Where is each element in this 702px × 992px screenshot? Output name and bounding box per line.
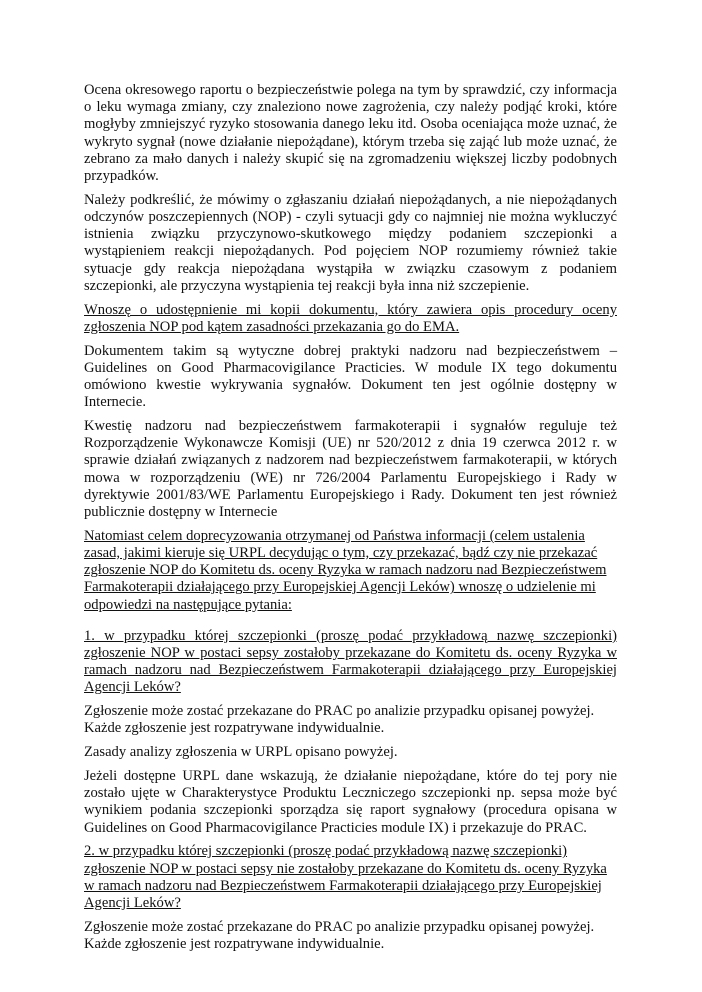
document-page [84,82,617,960]
paragraph-report-assessment: Ocena okresowego raportu o bezpieczeństwie polega na tym by sprawdzić, czy informacja o leku wymaga zmiany, czy znaleziono nowe zagrożenia, czy należy podjąć kroki, które mogłyby zmniejszyć ryzyko stosowania danego leku itd. Osoba oceniająca może uznać, że wykryto sygnał (nowe działanie niepożądane), którym trzeba się zająć lub może uznać, że zebrano za mało danych i należy skupić się na zgromadzeniu większej liczby podobnych przypadków. [84,82,617,185]
request-clarification: Natomiast celem doprecyzowania otrzymanej od Państwa informacji (celem ustalenia zasad, jakimi kieruje się URPL decydując o tym, czy przekazać, bądź czy nie przekazać zgłoszenie NOP do Komitetu ds. oceny Ryzyka w ramach nadzoru nad Bezpieczeństwem Farmakoterapii działającego przy Europejskiej Agencji Leków) wnoszę o udzielenie mi odpowiedzi na następujące pytania: [84,527,607,613]
paragraph-regulation: Kwestię nadzoru nad bezpieczeństwem farmakoterapii i sygnałów reguluje też Rozporządzenie Wykonawcze Komisji (UE) nr 520/2012 z dnia 19 czerwca 2012 r. w sprawie działań związanych z nadzorem nad bezpieczeństwem farmakoterapii, w których mowa w rozporządzeniu (WE) nr 726/2004 Parlamentu Europejskiego i Rady w dyrektywie 2001/83/WE Parlamentu Europejskiego i Rady. Dokument ten jest również publicznie dostępny w Internecie [84,418,617,521]
answer-2: Zgłoszenie może zostać przekazane do PRAC po analizie przypadku opisanej powyżej. Każde zgłoszenie jest rozpatrywane indywidualnie. [84,918,595,953]
paragraph-signal-report: Jeżeli dostępne URPL dane wskazują, że działanie niepożądane, które do tej pory nie zostało ujęte w Charakterystyce Produktu Leczniczego szczepionki np. sepsa może być wynikiem podania szczepionki sporządza się raport sygnałowy (procedura opisana w Guidelines on Good Pharmacovigilance Practicies module IX) i przekazuje do PRAC. [84,768,617,836]
answer-1: Zgłoszenie może zostać przekazane do PRAC po analizie przypadku opisanej powyżej. Każde zgłoszenie jest rozpatrywane indywidualnie. [84,703,595,737]
paragraph-guidelines: Dokumentem takim są wytyczne dobrej praktyki nadzoru nad bezpieczeństwem – Guidelines on Good Pharmacovigilance Practicies. W module IX tego dokumentu omówiono kwestie wykrywania sygnałów. Dokument ten jest ogólnie dostępny w Internecie. [84,342,617,411]
question-1: 1. w przypadku której szczepionki (proszę podać przykładową nazwę szczepionki) zgłoszenie NOP w postaci sepsy zostałoby przekazane do Komitetu ds. oceny Ryzyka w ramach nadzoru nad Bezpieczeństwem Farmakoterapii działającego przy Europejskiej Agencji Leków? [84,627,617,696]
paragraph-analysis-rules: Zasady analizy zgłoszenia w URPL opisano powyżej. [84,744,398,761]
question-2: 2. w przypadku której szczepionki (proszę podać przykładową nazwę szczepionki) zgłoszenie NOP w postaci sepsy nie zostałoby przekazane do Komitetu ds. oceny Ryzyka w ramach nadzoru nad Bezpieczeństwem Farmakoterapii działającego przy Europejskiej Agencji Leków? [84,843,607,912]
request-document-copy: Wnoszę o udostępnienie mi kopii dokumentu, który zawiera opis procedury oceny zgłoszenia NOP pod kątem zasadności przekazania go do EMA. [84,301,617,335]
paragraph-nop-definition: Należy podkreślić, że mówimy o zgłaszaniu działań niepożądanych, a nie niepożądanych odczynów poszczepiennych (NOP) - czyli sytuacji gdy co najmniej nie można wykluczyć istnienia związku przyczynowo-skutkowego między podaniem szczepionki a wystąpieniem reakcji niepożądanych. Pod pojęciem NOP rozumiemy również takie sytuacje gdy reakcja niepożądana wystąpiła w związku czasowym z podaniem szczepionki, ale przyczyna wystąpienia tej reakcji była inna niż szczepienie. [84,191,617,294]
